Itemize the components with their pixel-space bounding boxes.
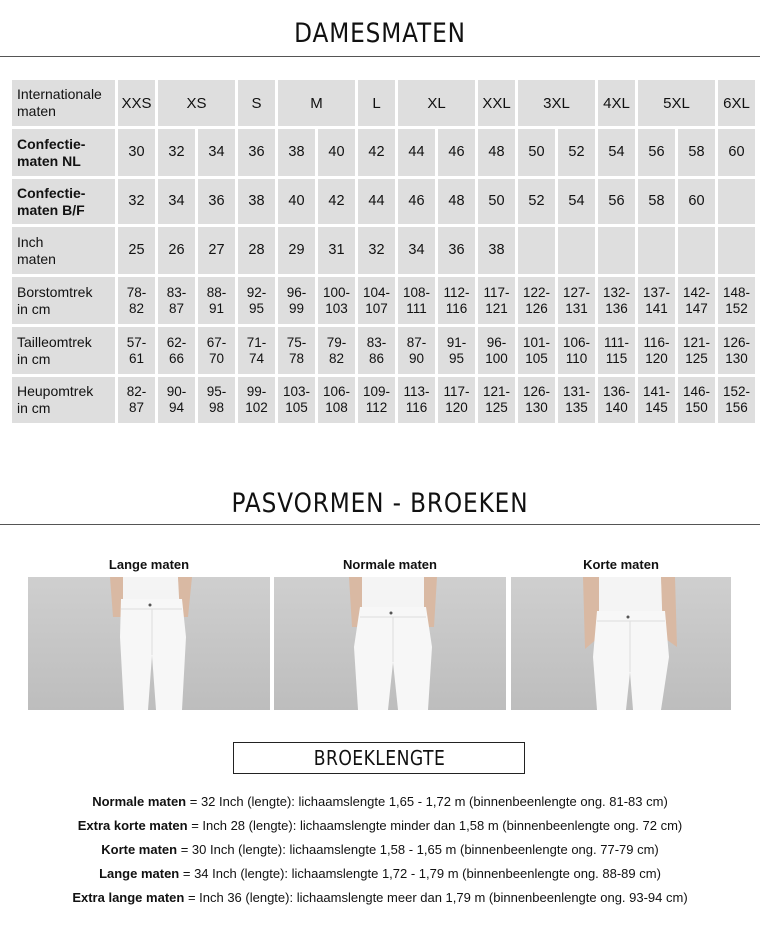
size-header-4xl: 4XL [598,80,635,126]
table-cell: 46 [438,129,475,176]
table-cell: 48 [438,179,475,224]
header-label: Internationale maten [12,80,115,126]
size-header-xxs: XXS [118,80,155,126]
photo-normal-fit [274,577,506,710]
table-cell: 146- 150 [678,377,715,423]
table-cell: 96- 100 [478,327,515,374]
table-cell [638,227,675,274]
table-cell: 25 [118,227,155,274]
table-cell: 36 [238,129,275,176]
length-lines [0,790,760,910]
size-header-5xl: 5XL [638,80,715,126]
table-cell: 34 [198,129,235,176]
table-cell: 36 [438,227,475,274]
table-row [12,277,755,324]
fit-label-long: Lange maten [108,557,190,572]
table-cell: 52 [558,129,595,176]
table-cell: 30 [118,129,155,176]
table-cell: 99- 102 [238,377,275,423]
photo-long-fit [28,577,270,710]
table-cell: 126- 130 [518,377,555,423]
table-cell: 83- 87 [158,277,195,324]
table-cell [718,179,755,224]
table-cell: 27 [198,227,235,274]
table-cell: 56 [598,179,635,224]
size-table [9,77,758,426]
sizes-title: DAMESMATEN [294,18,466,49]
size-header-xl: XL [398,80,475,126]
table-cell: 38 [478,227,515,274]
table-cell: 50 [478,179,515,224]
table-cell [558,227,595,274]
table-cell: 57- 61 [118,327,155,374]
row-label: Inch maten [12,227,115,274]
table-cell: 103- 105 [278,377,315,423]
table-cell: 31 [318,227,355,274]
table-cell: 82- 87 [118,377,155,423]
table-cell: 116- 120 [638,327,675,374]
length-line [0,886,760,910]
length-line-text: = 34 Inch (lengte): lichaamslengte 1,72 - 1,79 m (binnenbeenlengte ong. 88-89 cm) [179,866,661,881]
table-cell: 100- 103 [318,277,355,324]
table-cell: 71- 74 [238,327,275,374]
fits-title: PASVORMEN - BROEKEN [231,488,529,519]
table-cell: 106- 108 [318,377,355,423]
table-cell: 87- 90 [398,327,435,374]
table-cell [598,227,635,274]
length-line-text: = 30 Inch (lengte): lichaamslengte 1,58 - 1,65 m (binnenbeenlengte ong. 77-79 cm) [177,842,659,857]
table-cell: 32 [358,227,395,274]
table-cell: 90- 94 [158,377,195,423]
fit-label-short: Korte maten [583,557,659,572]
table-cell: 92- 95 [238,277,275,324]
row-label: Confectie- maten NL [12,129,115,176]
table-cell: 52 [518,179,555,224]
table-cell: 75- 78 [278,327,315,374]
table-cell: 148- 152 [718,277,755,324]
table-cell: 152- 156 [718,377,755,423]
length-title: BROEKLENGTE [313,746,445,770]
table-cell: 44 [398,129,435,176]
size-header-row [12,80,755,126]
length-line-text: = Inch 36 (lengte): lichaamslengte meer dan 1,79 m (binnenbeenlengte ong. 93-94 cm) [184,890,688,905]
table-row [12,227,755,274]
table-cell: 126- 130 [718,327,755,374]
table-cell [518,227,555,274]
table-cell: 83- 86 [358,327,395,374]
table-cell: 46 [398,179,435,224]
table-cell: 28 [238,227,275,274]
length-line-label: Extra lange maten [72,890,185,905]
table-cell: 48 [478,129,515,176]
size-header-3xl: 3XL [518,80,595,126]
table-cell: 34 [158,179,195,224]
table-cell: 132- 136 [598,277,635,324]
table-cell: 50 [518,129,555,176]
table-cell: 112- 116 [438,277,475,324]
table-cell: 95- 98 [198,377,235,423]
table-cell: 58 [678,129,715,176]
table-cell: 54 [558,179,595,224]
sizes-title-rule [0,56,760,57]
table-cell: 121- 125 [478,377,515,423]
length-line [0,790,760,814]
fits-title-rule [0,524,760,525]
table-cell: 67- 70 [198,327,235,374]
table-cell: 142- 147 [678,277,715,324]
table-cell: 44 [358,179,395,224]
length-title-box [233,742,525,774]
table-cell: 32 [118,179,155,224]
table-cell: 42 [358,129,395,176]
size-header-xxl: XXL [478,80,515,126]
table-row [12,179,755,224]
length-line-label: Normale maten [92,794,187,809]
row-label: Borstomtrek in cm [12,277,115,324]
table-cell: 122- 126 [518,277,555,324]
table-cell: 36 [198,179,235,224]
length-line-text: = Inch 28 (lengte): lichaamslengte minder dan 1,58 m (binnenbeenlengte ong. 72 cm) [187,818,683,833]
row-label: Tailleomtrek in cm [12,327,115,374]
table-cell: 91- 95 [438,327,475,374]
table-cell: 58 [638,179,675,224]
table-cell: 141- 145 [638,377,675,423]
size-header-xs: XS [158,80,235,126]
table-cell: 56 [638,129,675,176]
table-cell: 32 [158,129,195,176]
length-line-label: Extra korte maten [77,818,188,833]
table-cell: 79- 82 [318,327,355,374]
table-cell: 40 [318,129,355,176]
table-cell: 78- 82 [118,277,155,324]
table-cell: 117- 121 [478,277,515,324]
length-line [0,838,760,862]
length-line [0,814,760,838]
table-cell: 38 [238,179,275,224]
row-label: Heupomtrek in cm [12,377,115,423]
table-cell: 42 [318,179,355,224]
table-cell: 127- 131 [558,277,595,324]
table-cell: 111- 115 [598,327,635,374]
length-line [0,862,760,886]
length-line-label: Lange maten [99,866,180,881]
table-cell: 38 [278,129,315,176]
row-label: Confectie- maten B/F [12,179,115,224]
size-header-s: S [238,80,275,126]
table-cell: 88- 91 [198,277,235,324]
table-cell: 62- 66 [158,327,195,374]
table-cell: 136- 140 [598,377,635,423]
table-row [12,129,755,176]
photo-short-fit [511,577,731,710]
table-cell: 104- 107 [358,277,395,324]
table-cell: 137- 141 [638,277,675,324]
table-cell: 60 [678,179,715,224]
table-cell: 60 [718,129,755,176]
table-row [12,377,755,423]
table-cell: 108- 111 [398,277,435,324]
table-cell: 101- 105 [518,327,555,374]
table-cell [718,227,755,274]
table-cell: 121- 125 [678,327,715,374]
length-line-text: = 32 Inch (lengte): lichaamslengte 1,65 - 1,72 m (binnenbeenlengte ong. 81-83 cm) [186,794,668,809]
table-cell: 96- 99 [278,277,315,324]
table-cell: 109- 112 [358,377,395,423]
table-cell: 131- 135 [558,377,595,423]
size-header-m: M [278,80,355,126]
table-cell [678,227,715,274]
size-header-6xl: 6XL [718,80,755,126]
table-cell: 106- 110 [558,327,595,374]
table-cell: 54 [598,129,635,176]
table-cell: 40 [278,179,315,224]
length-line-label: Korte maten [101,842,178,857]
fit-label-normal: Normale maten [343,557,437,572]
table-cell: 26 [158,227,195,274]
size-header-l: L [358,80,395,126]
table-cell: 113- 116 [398,377,435,423]
table-cell: 29 [278,227,315,274]
table-cell: 34 [398,227,435,274]
table-cell: 117- 120 [438,377,475,423]
table-row [12,327,755,374]
